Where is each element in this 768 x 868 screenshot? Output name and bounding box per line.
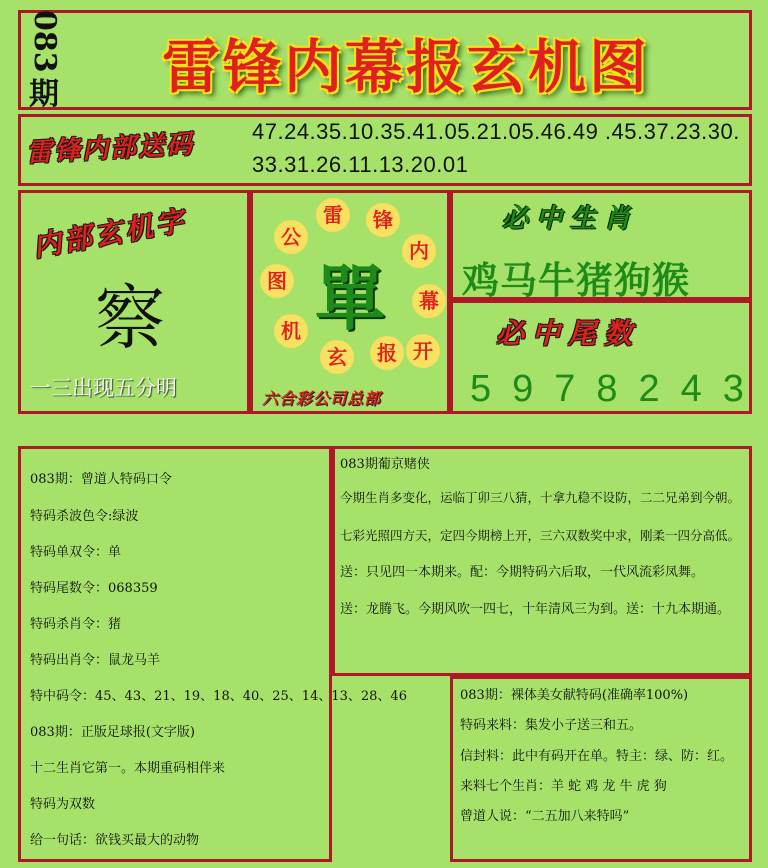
list-item: 今期生肖多变化，运临丁卯三八猜，十拿九稳不设防，二二兄弟到今朝。 [340, 490, 741, 505]
list-item: 十二生肖它第一。本期重码相伴来 [30, 761, 226, 776]
list-item: 送：龙腾飞。今期风吹一四七，十年清风三为到。送：十九本期通。 [340, 602, 731, 617]
ring-char-4: 幕 [414, 286, 444, 316]
list-item: 特码来料：集发小子送三和五。 [460, 718, 643, 733]
list-item: 083期葡京赌侠 [340, 457, 430, 472]
ring-char-9: 公 [276, 222, 306, 252]
mystery-character: 察 [95, 277, 165, 359]
zodiac-label: 必中生肖 [502, 204, 639, 234]
numbers-line-2: 33.31.26.11.13.20.01 [252, 152, 469, 177]
page-title: 雷锋内幕报玄机图 [161, 33, 650, 101]
list-item: 特码单双令：单 [30, 545, 122, 560]
zodiac-values: 鸡马牛猪狗猴 [462, 258, 690, 302]
list-item: 来料七个生肖：羊 蛇 鸡 龙 牛 虎 狗 [460, 779, 667, 794]
issue-unit: 期 [29, 76, 59, 112]
ring-char-3: 内 [404, 236, 434, 266]
ring-char-5: 报 [372, 338, 402, 368]
list-item: 给一句话：欲钱买最大的动物 [30, 833, 200, 848]
list-item: 083期：曾道人特码口令 [30, 472, 172, 487]
list-item: 信封料：此中有码开在单。特主：绿、防：红。 [460, 749, 734, 764]
ring-char-10: 开 [408, 336, 438, 366]
list-item: 特码杀肖令：猪 [30, 617, 122, 632]
list-item: 七彩光照四方天，定四今期榜上开，三六双数奖中求，刚柔一四分高低。 [340, 528, 741, 543]
list-item: 083期：正版足球报(文字版) [30, 725, 195, 740]
left-panel-hint: 一三出现五分明 [30, 376, 177, 400]
issue-number: 083 [27, 10, 62, 73]
list-item: 曾道人说：“二五加八来特吗” [460, 809, 630, 824]
center-panel-footer: 六合彩公司总部 [262, 389, 382, 408]
list-item: 送：只见四一本期来。配：今期特码六后取，一代风流彩凤舞。 [340, 565, 705, 580]
list-item: 特码尾数令：068359 [30, 581, 158, 596]
list-item: 特码出肖令：鼠龙马羊 [30, 653, 161, 668]
left-panel-label: 内部玄机字 [30, 203, 189, 264]
numbers-line-1: 47.24.35.10.35.41.05.21.05.46.49 .45.37.23.30. [252, 119, 740, 144]
ring-char-6: 玄 [322, 342, 352, 372]
tail-values: 5978243 [470, 368, 765, 410]
issue-label [22, 10, 66, 110]
ring-char-2: 锋 [368, 205, 398, 235]
numbers-label: 雷锋内部送码 [25, 129, 195, 169]
list-item: 特码为双数 [30, 797, 96, 812]
list-item: 特码杀波色令:绿波 [30, 509, 139, 524]
list-item: 083期：裸体美女献特码(准确率100%) [460, 688, 689, 703]
ring-char-7: 机 [276, 316, 306, 346]
list-item: 特中码令：45、43、21、19、18、40、25、14、13、28、46 [30, 689, 407, 704]
ring-char-8: 图 [262, 266, 292, 296]
tail-label: 必中尾数 [496, 317, 641, 350]
center-big-char: 單 [315, 257, 385, 340]
ring-char-1: 雷 [318, 200, 348, 230]
bottom-right-bottom-frame [450, 676, 752, 862]
